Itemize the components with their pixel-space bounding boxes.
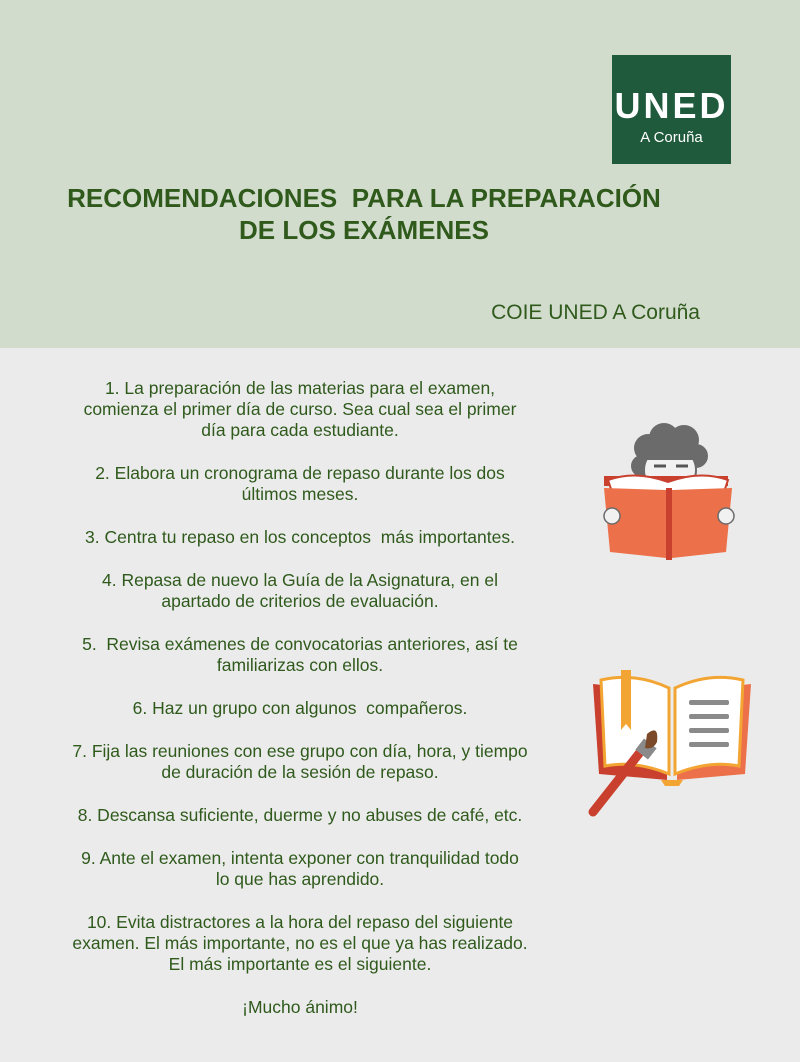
list-item xyxy=(40,527,560,548)
item-line: El más importante es el siguiente. xyxy=(168,954,432,974)
page-title xyxy=(40,182,688,246)
item-line: 4. Repasa de nuevo la Guía de la Asignatura, en el xyxy=(102,570,498,590)
list-item xyxy=(40,848,560,890)
header-band xyxy=(0,0,800,348)
title-line: DE LOS EXÁMENES xyxy=(239,215,489,245)
item-line: día para cada estudiante. xyxy=(201,420,399,440)
item-line: 9. Ante el examen, intenta exponer con tranquilidad todo xyxy=(81,848,519,868)
item-line: familiarizas con ellos. xyxy=(216,655,384,675)
list-item xyxy=(40,741,560,783)
list-item xyxy=(40,805,560,826)
list-item xyxy=(40,912,560,975)
list-item xyxy=(40,378,560,441)
item-line: 6. Haz un grupo con algunos compañeros. xyxy=(132,698,468,718)
item-line: lo que has aprendido. xyxy=(215,869,385,889)
logo-subtitle: A Coruña xyxy=(640,129,703,146)
logo-word: UNED xyxy=(614,85,729,126)
item-line: 5. Revisa exámenes de convocatorias anteriores, así te xyxy=(82,634,518,654)
item-line: examen. El más importante, no es el que ya has realizado. xyxy=(72,933,528,953)
item-line: 8. Descansa suficiente, duerme y no abuses de café, etc. xyxy=(77,805,523,825)
item-line: apartado de criterios de evaluación. xyxy=(161,591,439,611)
title-line: RECOMENDACIONES PARA LA PREPARACIÓN xyxy=(67,183,661,213)
item-line: 7. Fija las reuniones con ese grupo con día, hora, y tiempo xyxy=(72,741,528,761)
item-line: 1. La preparación de las materias para el examen, xyxy=(104,378,496,398)
uned-logo xyxy=(612,55,731,164)
item-line: últimos meses. xyxy=(241,484,359,504)
list-item xyxy=(40,698,560,719)
item-line: 10. Evita distractores a la hora del repaso del siguiente xyxy=(86,912,514,932)
list-item xyxy=(40,463,560,505)
item-line: comienza el primer día de curso. Sea cual sea el primer xyxy=(83,399,517,419)
person-reading-icon xyxy=(596,418,746,563)
closing-text: ¡Mucho ánimo! xyxy=(242,997,358,1017)
list-item xyxy=(40,570,560,612)
item-line: de duración de la sesión de repaso. xyxy=(161,762,439,782)
item-line: 3. Centra tu repaso en los conceptos más importantes. xyxy=(85,527,515,547)
list-item xyxy=(40,634,560,676)
item-line: 2. Elabora un cronograma de repaso durante los dos xyxy=(95,463,505,483)
organization-label: COIE UNED A Coruña xyxy=(491,301,700,324)
open-book-brush-icon xyxy=(583,662,761,820)
recommendations-list xyxy=(40,378,560,1018)
